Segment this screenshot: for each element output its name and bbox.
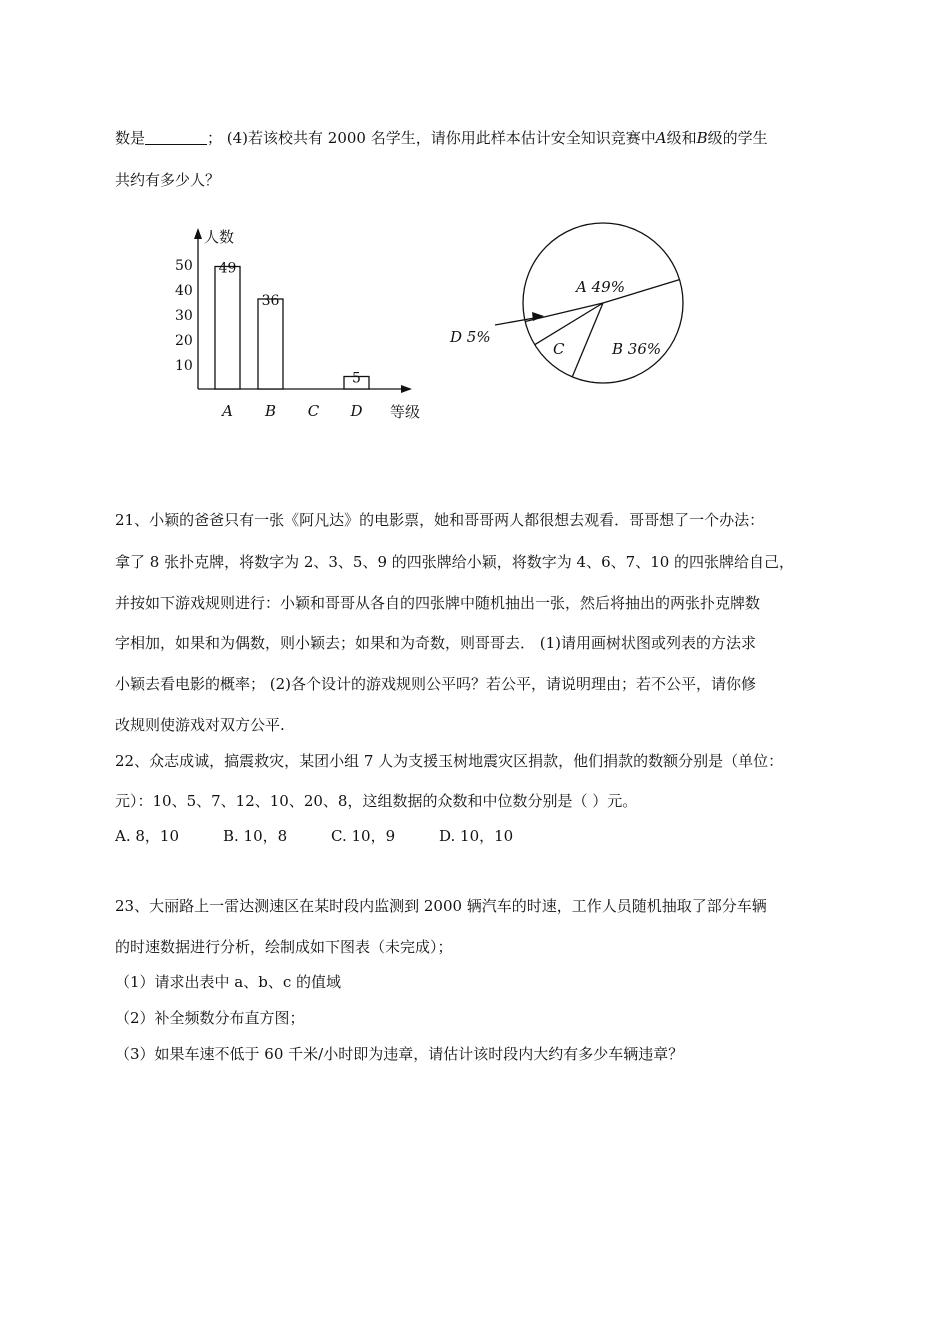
q21-line: 字相加，如果和为偶数，则小颖去；如果和为奇数，则哥哥去． (1)请用画树状图或列表的方法求 [115, 634, 757, 652]
x-tick-label-D: D [350, 402, 363, 420]
q21-line: 改规则使游戏对双方公平. [115, 716, 285, 734]
q21-line: 拿了 8 张扑克牌，将数字为 2、3、5、9 的四张牌给小颖，将数字为 4、6、7、10 的四张牌给自己， [115, 553, 795, 571]
y-tick-label: 30 [175, 308, 193, 324]
q23-line: （2）补全频数分布直方图； [115, 1009, 305, 1027]
grade-b-label: B [696, 129, 708, 147]
q20-text-d: 级的学生 [707, 129, 768, 147]
q22-line: 22、众志成诚，搞震救灾，某团小组 7 人为支援玉树地震灾区捐款，他们捐款的数额分别是（单位： [115, 752, 784, 770]
q20-line-1 [115, 128, 768, 148]
q23-line: 的时速数据进行分析，绘制成如下图表（未完成）； [115, 938, 453, 956]
pie-label-b: B 36% [612, 340, 662, 358]
q21-line: 并按如下游戏规则进行：小颖和哥哥从各自的四张牌中随机抽出一张，然后将抽出的两张扑克牌数 [115, 594, 761, 612]
q20-text-c: 级和 [666, 129, 697, 147]
q20-line-2: 共约有多少人？ [115, 171, 221, 189]
pie-chart [440, 220, 700, 390]
data-label-B: 36 [261, 293, 280, 309]
y-axis-label: 人数 [204, 228, 235, 246]
data-label-D: 5 [352, 370, 361, 387]
x-axis-label: 等级 [390, 403, 421, 421]
grade-a-label: A [655, 129, 667, 147]
pie-label-a: A 49% [576, 278, 625, 296]
option-c: C. 10，9 [331, 827, 396, 845]
y-tick-label: 10 [175, 358, 193, 374]
q23-line: 23、大丽路上一雷达测速区在某时段内监测到 2000 辆汽车的时速，工作人员随机抽取了部分车辆 [115, 897, 767, 915]
q21-line: 21、小颖的爸爸只有一张《阿凡达》的电影票，她和哥哥两人都很想去观看．哥哥想了一个办法： [115, 511, 765, 529]
pie-label-c: C [553, 340, 565, 358]
answer-blank [145, 130, 207, 145]
bar-A [215, 267, 240, 390]
pie-label-d: D 5% [450, 328, 491, 346]
option-a: A. 8，10 [115, 827, 179, 845]
y-tick-label: 40 [175, 283, 193, 299]
x-tick-label-B: B [264, 402, 277, 420]
q23-line: （1）请求出表中 a、b、c 的值域 [115, 973, 342, 991]
y-tick-label: 50 [175, 258, 193, 274]
option-d: D. 10，10 [439, 827, 514, 845]
q20-text-b: ； (4)若该校共有 2000 名学生，请你用此样本估计安全知识竞赛中 [207, 129, 656, 147]
option-b: B. 10，8 [223, 827, 288, 845]
data-label-A: 49 [218, 260, 237, 277]
x-axis-arrow [401, 385, 412, 393]
q22-options [115, 826, 547, 846]
x-tick-label-A: A [222, 402, 233, 420]
y-axis-arrow [194, 228, 202, 239]
bar-chart [165, 220, 435, 425]
y-tick-label: 20 [175, 333, 193, 349]
bar-B [258, 299, 283, 389]
x-tick-label-C: C [307, 402, 320, 420]
q21-line: 小颖去看电影的概率； (2)各个设计的游戏规则公平吗？若公平，请说明理由；若不公平，请你修 [115, 675, 757, 693]
q20-text-a: 数是 [115, 129, 146, 147]
q22-line: 元）：10、5、7、12、10、20、8，这组数据的众数和中位数分别是（ ）元。 [115, 792, 638, 810]
q23-line: （3）如果车速不低于 60 千米/小时即为违章，请估计该时段内大约有多少车辆违章？ [115, 1045, 684, 1063]
